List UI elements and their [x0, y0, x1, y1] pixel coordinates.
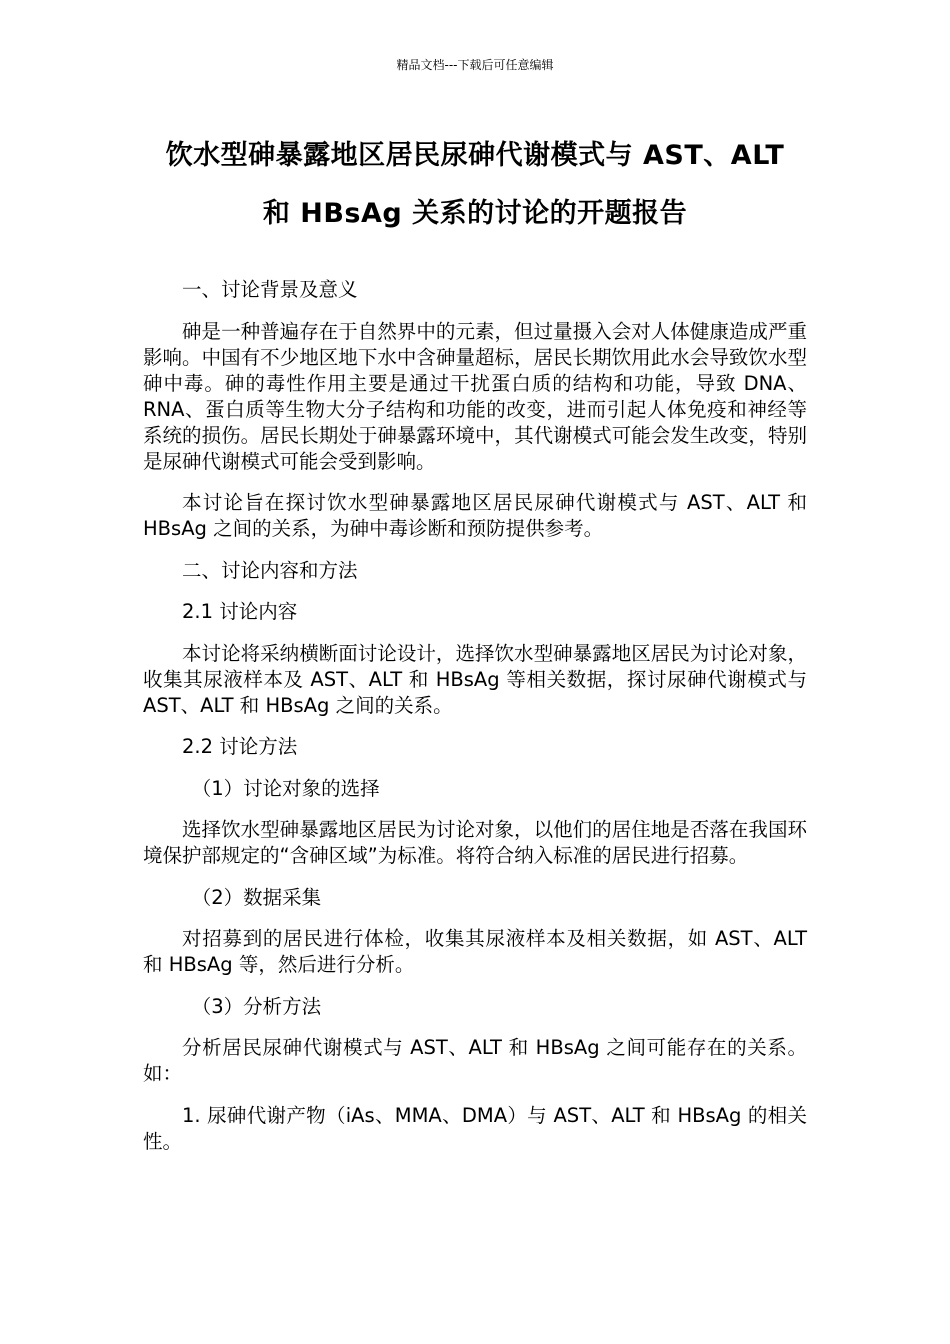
- body-paragraph: 选择饮水型砷暴露地区居民为讨论对象，以他们的居住地是否落在我国环境保护部规定的“含砷区域”为标准。将符合纳入标准的居民进行招募。: [143, 818, 807, 867]
- document-title-line-1: 饮水型砷暴露地区居民尿砷代谢模式与 AST、ALT: [165, 140, 785, 171]
- sub-item-heading: （1）讨论对象的选择: [191, 776, 380, 800]
- body-paragraph: 本讨论将采纳横断面讨论设计，选择饮水型砷暴露地区居民为讨论对象，收集其尿液样本及 AST、ALT 和 HBsAg 等相关数据，探讨尿砷代谢模式与 AST、ALT 和 HBsAg 之间的关系。: [143, 641, 807, 717]
- body-paragraph: 本讨论旨在探讨饮水型砷暴露地区居民尿砷代谢模式与 AST、ALT 和 HBsAg 之间的关系，为砷中毒诊断和预防提供参考。: [143, 491, 807, 540]
- document-title-line-2: 和 HBsAg 关系的讨论的开题报告: [262, 198, 688, 229]
- document-body: [143, 277, 807, 1170]
- page-header: 精品文档---下载后可任意编辑: [396, 58, 554, 72]
- list-item: 1. 尿砷代谢产物（iAs、MMA、DMA）与 AST、ALT 和 HBsAg 的相关性。: [143, 1103, 807, 1153]
- section-heading: 一、讨论背景及意义: [182, 278, 358, 301]
- subsection-heading: 2.2 讨论方法: [182, 735, 298, 758]
- subsection-heading: 2.1 讨论内容: [182, 600, 298, 623]
- body-paragraph: 砷是一种普遍存在于自然界中的元素，但过量摄入会对人体健康造成严重影响。中国有不少地区地下水中含砷量超标，居民长期饮用此水会导致饮水型砷中毒。砷的毒性作用主要是通过干扰蛋白质的结构和功能，导致 DNA、RNA、蛋白质等生物大分子结构和功能的改变，进而引起人体免疫和神经等系统的损伤。居民长期处于砷暴露环境中，其代谢模式可能会发生改变，特别是尿砷代谢模式可能会受到影响。: [143, 319, 807, 473]
- section-heading: 二、讨论内容和方法: [182, 558, 358, 582]
- sub-item-heading: （3）分析方法: [191, 994, 322, 1018]
- sub-item-heading: （2）数据采集: [191, 885, 322, 909]
- body-paragraph: 对招募到的居民进行体检，收集其尿液样本及相关数据，如 AST、ALT 和 HBsAg 等，然后进行分析。: [143, 927, 807, 976]
- body-paragraph: 分析居民尿砷代谢模式与 AST、ALT 和 HBsAg 之间可能存在的关系。如：: [143, 1036, 807, 1085]
